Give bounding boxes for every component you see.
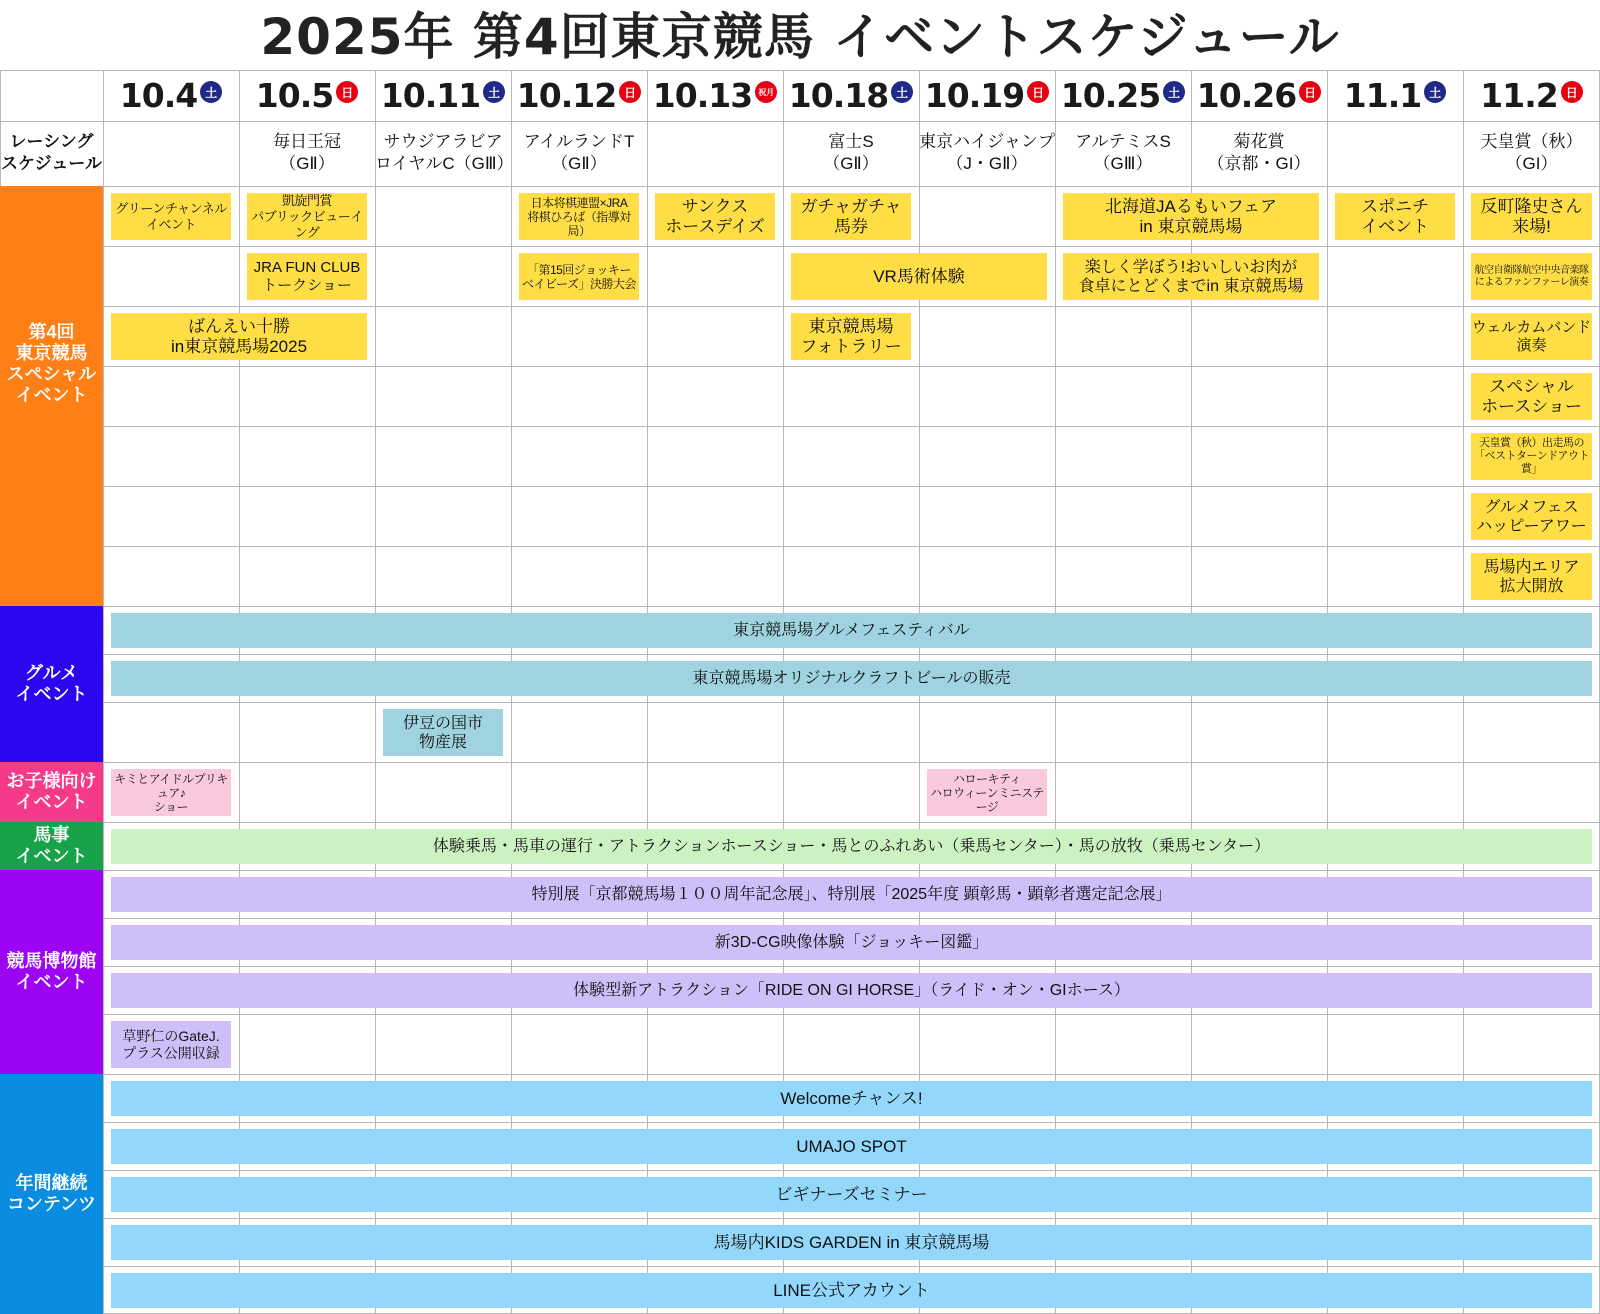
special-event-16: スペシャル ホースショー xyxy=(1471,373,1592,420)
special-event-15: ウェルカムバンド 演奏 xyxy=(1471,313,1592,360)
kids-event-1: ハローキティ ハロウィーンミニステージ xyxy=(927,769,1047,816)
annual-event-3: 馬場内KIDS GARDEN in 東京競馬場 xyxy=(111,1225,1592,1260)
museum-event-0: 特別展「京都競馬場１００周年記念展」、特別展「2025年度 顕彰馬・顕彰者選定記念展」 xyxy=(111,877,1592,912)
date-header xyxy=(103,70,239,120)
date-header xyxy=(511,70,647,120)
section-label-kids: お子様向け イベント xyxy=(0,762,103,822)
special-event-0: グリーンチャンネル イベント xyxy=(111,193,231,240)
date-header xyxy=(783,70,919,120)
date-label: 11.1 xyxy=(1343,75,1422,115)
date-label: 11.2 xyxy=(1480,75,1558,115)
special-event-10: VR馬術体験 xyxy=(791,253,1047,300)
weekday-badge-icon: 土 xyxy=(200,81,222,103)
race-name: 天皇賞（秋） （GI） xyxy=(1480,132,1583,173)
special-event-3: サンクス ホースデイズ xyxy=(655,193,775,240)
museum-event-1: 新3D-CG映像体験「ジョッキー図鑑」 xyxy=(111,925,1592,960)
section-label-special: 第4回 東京競馬 スペシャル イベント xyxy=(0,186,103,606)
date-label: 10.25 xyxy=(1060,75,1161,115)
race-name: 毎日王冠 （GⅡ） xyxy=(273,132,341,173)
weekday-badge-icon: 日 xyxy=(1299,81,1321,103)
annual-event-1: UMAJO SPOT xyxy=(111,1129,1592,1164)
section-label-museum: 競馬博物館 イベント xyxy=(0,870,103,1074)
date-header xyxy=(919,70,1055,120)
special-event-1: 凱旋門賞 パブリックビューイング xyxy=(247,193,367,240)
gourmet-event-1: 東京競馬場オリジナルクラフトビールの販売 xyxy=(111,661,1592,696)
date-header xyxy=(647,70,783,120)
race-name: 菊花賞 （京都・GI） xyxy=(1207,132,1311,173)
weekday-badge-icon: 日 xyxy=(1561,81,1583,103)
museum-event-2: 体験型新アトラクション「RIDE ON GI HORSE」（ライド・オン・GIホース） xyxy=(111,973,1592,1008)
section-label-equestrian: 馬事 イベント xyxy=(0,822,103,870)
section-label-gourmet: グルメ イベント xyxy=(0,606,103,762)
section-label-annual: 年間継続 コンテンツ xyxy=(0,1074,103,1314)
special-event-4: ガチャガチャ 馬券 xyxy=(791,193,911,240)
weekday-badge-icon: 祝月 xyxy=(755,81,777,103)
special-event-19: 馬場内エリア 拡大開放 xyxy=(1471,553,1592,600)
special-event-12: 航空自衛隊航空中央音楽隊 によるファンファーレ演奏 xyxy=(1471,253,1592,300)
weekday-badge-icon: 土 xyxy=(891,81,913,103)
date-label: 10.19 xyxy=(924,75,1025,115)
date-label: 10.18 xyxy=(788,75,889,115)
race-name xyxy=(103,121,239,185)
weekday-badge-icon: 日 xyxy=(336,81,358,103)
special-event-11: 楽しく学ぼう!おいしいお肉が 食卓にとどくまでin 東京競馬場 xyxy=(1063,253,1319,300)
weekday-badge-icon: 日 xyxy=(1027,81,1049,103)
date-header xyxy=(1327,70,1463,120)
weekday-badge-icon: 日 xyxy=(619,81,641,103)
special-event-2: 日本将棋連盟×JRA 将棋ひろば（指導対局） xyxy=(519,193,639,240)
race-name: 富士S （GⅡ） xyxy=(823,132,879,173)
gourmet-event-0: 東京競馬場グルメフェスティバル xyxy=(111,613,1592,648)
page-title: 2025年 第4回東京競馬 イベントスケジュール xyxy=(260,8,1340,66)
date-label: 10.26 xyxy=(1196,75,1297,115)
date-label: 10.5 xyxy=(255,75,334,115)
special-event-5: 北海道JAるもいフェア in 東京競馬場 xyxy=(1063,193,1319,240)
special-event-6: スポニチ イベント xyxy=(1335,193,1455,240)
special-event-18: グルメフェス ハッピーアワー xyxy=(1471,493,1592,540)
museum-event-3: 草野仁のGateJ. プラス公開収録 xyxy=(111,1021,231,1068)
weekday-badge-icon: 土 xyxy=(1163,81,1185,103)
special-event-17: 天皇賞（秋）出走馬の 「ベストターンドアウト賞」 xyxy=(1471,433,1592,480)
special-event-14: 東京競馬場 フォトラリー xyxy=(791,313,911,360)
date-header xyxy=(239,70,375,120)
racing-schedule-label: レーシング スケジュール xyxy=(1,132,102,173)
date-header xyxy=(1055,70,1191,120)
race-name: アルテミスS （GⅢ） xyxy=(1075,132,1171,173)
date-label: 10.11 xyxy=(380,75,481,115)
kids-event-0: キミとアイドルプリキュア♪ ショー xyxy=(111,769,231,816)
annual-event-0: Welcomeチャンス! xyxy=(111,1081,1592,1116)
special-event-7: 反町隆史さん 来場! xyxy=(1471,193,1592,240)
race-name xyxy=(1327,121,1463,185)
race-name: サウジアラビア ロイヤルC（GⅢ） xyxy=(375,132,514,173)
date-header xyxy=(375,70,511,120)
race-name: アイルランドT （GⅡ） xyxy=(523,132,635,173)
gourmet-event-2: 伊豆の国市 物産展 xyxy=(383,709,503,756)
race-name: 東京ハイジャンプ （J・GⅡ） xyxy=(919,132,1055,173)
date-header xyxy=(1191,70,1327,120)
date-label: 10.12 xyxy=(516,75,617,115)
date-label: 10.13 xyxy=(652,75,753,115)
date-label: 10.4 xyxy=(119,75,198,115)
weekday-badge-icon: 土 xyxy=(483,81,505,103)
race-name xyxy=(647,121,783,185)
annual-event-4: LINE公式アカウント xyxy=(111,1273,1592,1308)
special-event-8: JRA FUN CLUB トークショー xyxy=(247,253,367,300)
annual-event-2: ビギナーズセミナー xyxy=(111,1177,1592,1212)
special-event-9: 「第15回ジョッキー ベイビーズ」決勝大会 xyxy=(519,253,639,300)
equestrian-event-0: 体験乗馬・馬車の運行・アトラクションホースショー・馬とのふれあい（乗馬センター）・馬の放牧（乗馬センター） xyxy=(111,829,1592,864)
weekday-badge-icon: 土 xyxy=(1424,81,1446,103)
date-header xyxy=(1463,70,1600,120)
special-event-13: ばんえい十勝 in東京競馬場2025 xyxy=(111,313,367,360)
